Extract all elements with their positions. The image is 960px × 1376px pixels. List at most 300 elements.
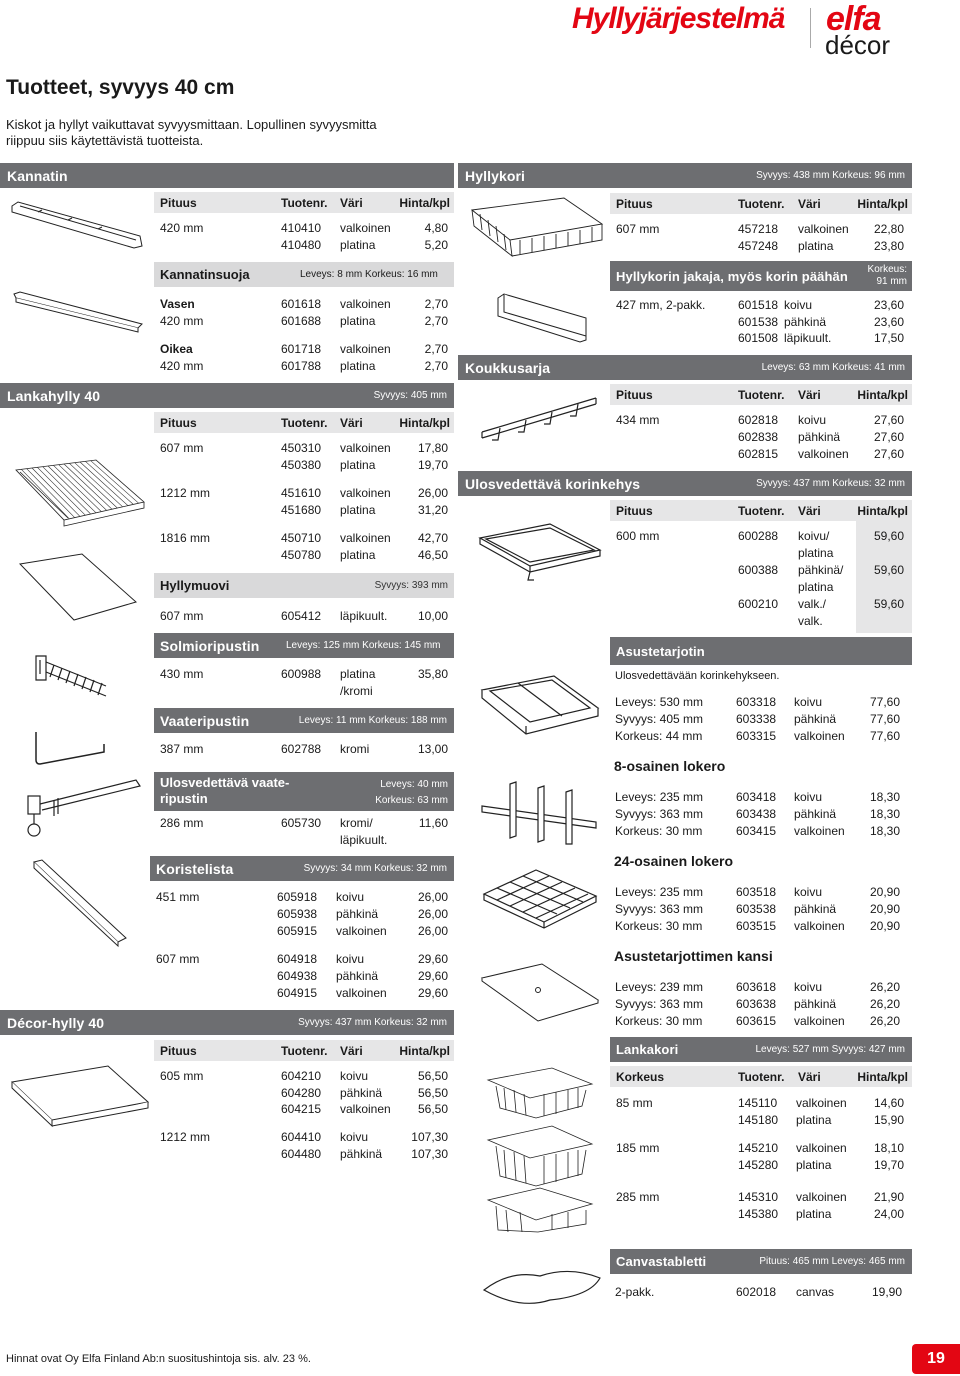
cell-price: 13,00: [417, 742, 448, 756]
cell-price: 29,60: [417, 969, 448, 983]
table-row: [154, 1069, 448, 1086]
cell-color: valkoinen: [796, 1190, 847, 1204]
cell-color: pähkinä: [340, 1086, 383, 1100]
cell-dimension: Syvyys: 363 mm: [615, 807, 704, 821]
table-row: [610, 712, 904, 729]
cell-color: canvas: [796, 1285, 835, 1299]
cell-code: 601688: [281, 314, 322, 328]
col-code: Tuotenr.: [281, 196, 328, 210]
cell-code: 604210: [281, 1069, 322, 1083]
table-row: [610, 447, 904, 464]
korinkehys-frame-illustration: [476, 520, 604, 584]
lankahylly-column-header: [154, 412, 454, 433]
cell-price: 4,80: [424, 221, 448, 235]
col-length: Pituus: [160, 416, 197, 430]
table-row: [154, 458, 448, 475]
korinkehys-header: [458, 471, 912, 496]
kannatinsuoja-spec: Leveys: 8 mm Korkeus: 16 mm: [300, 269, 438, 280]
kannatin-header: [0, 163, 454, 188]
col-price: Hinta/kpl: [857, 504, 908, 518]
cell-price: 77,60: [869, 695, 900, 709]
decor-hylly-column-header: [154, 1040, 454, 1061]
brand-divider: [810, 8, 811, 48]
cell-color: läpikuult.: [784, 331, 832, 345]
cell-code: 603518: [736, 885, 777, 899]
cell-color: platina: [796, 1207, 832, 1221]
table-row: [154, 1147, 448, 1164]
brand-title: Hyllyjärjestelmä: [572, 2, 785, 35]
cell-code: 145280: [738, 1158, 779, 1172]
lokero24-grid-illustration: [478, 864, 602, 944]
cell-code: 604215: [281, 1102, 322, 1116]
lankakori-basket-illustration: [482, 1064, 598, 1234]
canvastabletti-illustration: [480, 1256, 604, 1312]
cell-code: 451610: [281, 486, 322, 500]
cell-dimension: Korkeus: 30 mm: [615, 824, 703, 838]
cell-code: 604410: [281, 1130, 322, 1144]
table-row: [154, 314, 448, 331]
cell-code: 600210: [738, 597, 779, 611]
table-row: [610, 1285, 904, 1302]
col-color: Väri: [798, 1070, 821, 1084]
hyllymuovi-header: [154, 573, 454, 598]
cell-height: 185 mm: [616, 1141, 660, 1155]
col-length: Pituus: [616, 197, 653, 211]
uv-title-1: Ulosvedettävä vaate-: [160, 775, 290, 790]
table-row: [610, 597, 904, 614]
wire-line: [85, 461, 133, 504]
col-color: Väri: [798, 504, 821, 518]
canvastabletti-title: Canvastabletti: [616, 1254, 707, 1269]
cell-color: koivu: [336, 952, 365, 966]
cell-color: platina: [340, 458, 376, 472]
cell-color: pähkinä: [784, 315, 827, 329]
col-code: Tuotenr.: [738, 197, 785, 211]
cell-code: 604480: [281, 1147, 322, 1161]
cell-color: pähkinä: [336, 907, 379, 921]
table-row: [610, 331, 904, 348]
lankakori-column-header: [610, 1066, 912, 1087]
table-row: [610, 1014, 904, 1031]
table-row: [154, 238, 448, 255]
lankakori-header: [610, 1037, 912, 1062]
cell-price: 22,80: [873, 222, 904, 236]
table-row: [610, 298, 904, 315]
wire-line: [16, 470, 64, 520]
page-number-text: 19: [927, 1350, 945, 1367]
uv-spec-1: Leveys: 40 mm: [380, 779, 448, 790]
cell-code: 145310: [738, 1190, 779, 1204]
wire-line: [91, 461, 139, 504]
table-row: [150, 986, 448, 1003]
cell-color: valkoinen: [340, 531, 391, 545]
cell-code: 145210: [738, 1141, 779, 1155]
table-row: [150, 907, 448, 924]
cell-price: 59,60: [873, 597, 904, 611]
hyllymuovi-title: Hyllymuovi: [160, 578, 230, 593]
cell-color: platina: [796, 1158, 832, 1172]
cell-length: 434 mm: [616, 413, 660, 427]
cell-price: 26,00: [417, 486, 448, 500]
cell-color: valkoinen: [794, 729, 845, 743]
table-row: [610, 1141, 904, 1158]
cell-price: 18,10: [873, 1141, 904, 1155]
cell-length: 451 mm: [156, 890, 200, 904]
table-row: [154, 1086, 448, 1103]
cell-length: 607 mm: [616, 222, 660, 236]
wire-line: [80, 462, 128, 506]
decor-logo: décor: [825, 30, 891, 60]
vaateripustin-spec: Leveys: 11 mm Korkeus: 188 mm: [298, 715, 447, 726]
cell-code: 604918: [277, 952, 318, 966]
cell-color: /kromi: [340, 684, 373, 698]
table-row: [610, 824, 904, 841]
cell-color: läpikuult.: [340, 833, 388, 847]
cell-code: 600388: [738, 563, 779, 577]
cell-code: 603615: [736, 1014, 777, 1028]
cell-code: 601508: [738, 331, 779, 345]
jakaja-spec-2: 91 mm: [876, 276, 907, 287]
cell-code: 457218: [738, 222, 779, 236]
korinkehys-title: Ulosvedettävä korinkehys: [465, 475, 641, 492]
cell-length: 420 mm: [160, 359, 204, 373]
cell-height: 285 mm: [616, 1190, 660, 1204]
cell-color: kromi/: [340, 816, 373, 830]
cell-color: koivu: [784, 298, 813, 312]
solmioripustin-header: [154, 633, 454, 658]
lankakori-spec: Leveys: 527 mm Syvyys: 427 mm: [755, 1044, 905, 1055]
col-height: Korkeus: [616, 1070, 665, 1084]
ulosvedettava-vaateripustin-illustration: [24, 776, 144, 842]
cell-color: pähkinä: [798, 430, 841, 444]
table-row: [154, 816, 448, 833]
cell-code: 457248: [738, 239, 779, 253]
wire-line: [43, 467, 91, 514]
kannatinsuoja-illustration: [8, 290, 148, 335]
cell-dimension: Korkeus: 30 mm: [615, 919, 703, 933]
cell-price: 20,90: [869, 885, 900, 899]
asustetarjotin-note: Ulosvedettävään korinkehykseen.: [615, 670, 780, 682]
table-row: [610, 1207, 904, 1224]
cell-color: koivu: [340, 1069, 369, 1083]
cell-color: pähkinä: [794, 902, 837, 916]
cell-price: 5,20: [424, 238, 448, 252]
cell-color: valkoinen: [798, 447, 849, 461]
footer-note: Hinnat ovat Oy Elfa Finland Ab:n suositushintoja sis. alv. 23 %.: [6, 1353, 311, 1365]
cell-code: 605915: [277, 924, 318, 938]
lankahylly-wire-shelf-illustration: [12, 458, 148, 528]
cell-length: 1816 mm: [160, 531, 211, 545]
col-code: Tuotenr.: [281, 1044, 328, 1058]
table-row: [154, 441, 448, 458]
col-length: Pituus: [616, 388, 653, 402]
cell-price: 107,30: [411, 1147, 448, 1161]
cell-color: koivu: [794, 790, 823, 804]
wire-line: [32, 468, 80, 516]
cell-price: 26,00: [417, 907, 448, 921]
cell-code: 605918: [277, 890, 318, 904]
cell-price: 21,90: [873, 1190, 904, 1204]
table-row: [154, 684, 448, 701]
cell-length: 420 mm: [160, 314, 204, 328]
cell-code: 602818: [738, 413, 779, 427]
wire-line: [75, 463, 123, 507]
cell-code: 603315: [736, 729, 777, 743]
jakaja-title: Hyllykorin jakaja, myös korin päähän: [616, 268, 848, 284]
cell-price: 24,00: [873, 1207, 904, 1221]
koukkusarja-title: Koukkusarja: [465, 359, 551, 376]
cell-price: 18,30: [869, 824, 900, 838]
col-length: Pituus: [160, 1044, 197, 1058]
table-row: [610, 1113, 904, 1130]
cell-length: 600 mm: [616, 529, 660, 543]
cell-code: 601618: [281, 297, 322, 311]
korinkehys-spec: Syvyys: 437 mm Korkeus: 32 mm: [756, 478, 905, 489]
cell-price: 27,60: [873, 413, 904, 427]
cell-code: 603318: [736, 695, 777, 709]
decor-hylly-spec: Syvyys: 437 mm Korkeus: 32 mm: [298, 1017, 447, 1028]
col-color: Väri: [798, 197, 821, 211]
cell-color: valkoinen: [794, 1014, 845, 1028]
cell-code: 450310: [281, 441, 322, 455]
cell-color: platina: [340, 667, 376, 681]
cell-dimension: Korkeus: 44 mm: [615, 729, 703, 743]
lankakori-title: Lankakori: [616, 1042, 679, 1057]
cell-length: Vasen: [160, 297, 195, 311]
koristelista-illustration: [30, 858, 130, 948]
cell-code: 603338: [736, 712, 777, 726]
cell-color: pähkinä: [794, 712, 837, 726]
col-price: Hinta/kpl: [399, 416, 450, 430]
cell-code: 603418: [736, 790, 777, 804]
table-row: [610, 529, 904, 546]
cell-length: 607 mm: [156, 952, 200, 966]
cell-dimension: Syvyys: 363 mm: [615, 997, 704, 1011]
cell-color: platina: [340, 503, 376, 517]
cell-code: 604915: [277, 986, 318, 1000]
cell-code: 410480: [281, 238, 322, 252]
hyllykori-spec: Syvyys: 438 mm Korkeus: 96 mm: [756, 170, 905, 181]
wire-line: [64, 464, 112, 509]
cell-price: 46,50: [417, 548, 448, 562]
col-code: Tuotenr.: [738, 504, 785, 518]
cell-code: 410410: [281, 221, 322, 235]
cell-height: 85 mm: [616, 1096, 653, 1110]
col-code: Tuotenr.: [738, 388, 785, 402]
cell-color: koivu: [794, 885, 823, 899]
cell-color: koivu: [794, 695, 823, 709]
page-heading: Tuotteet, syvyys 40 cm: [6, 76, 235, 99]
cell-code: 602018: [736, 1285, 777, 1299]
cell-length: 1212 mm: [160, 1130, 211, 1144]
cell-price: 35,80: [417, 667, 448, 681]
kannatinsuoja-header: [154, 262, 454, 287]
cell-price: 27,60: [873, 447, 904, 461]
solmioripustin-spec: Leveys: 125 mm Korkeus: 145 mm: [286, 640, 441, 651]
cell-code: 605938: [277, 907, 318, 921]
table-row: [154, 503, 448, 520]
cell-price: 29,60: [417, 986, 448, 1000]
cell-length: Oikea: [160, 342, 193, 356]
cell-price: 18,30: [869, 790, 900, 804]
cell-code: 603618: [736, 980, 777, 994]
cell-price: 77,60: [869, 729, 900, 743]
cell-length: 427 mm, 2-pakk.: [616, 298, 706, 312]
table-row: [154, 667, 448, 684]
kannatinsuoja-title: Kannatinsuoja: [160, 267, 250, 282]
jakaja-spec-1: Korkeus:: [867, 264, 907, 275]
cell-code: 145180: [738, 1113, 779, 1127]
lankahylly-spec: Syvyys: 405 mm: [373, 390, 447, 401]
table-row: [150, 952, 448, 969]
cell-color: valkoinen: [340, 441, 391, 455]
table-row: [610, 614, 904, 631]
cell-price: 31,20: [417, 503, 448, 517]
cell-code: 600988: [281, 667, 322, 681]
cell-color: valk./: [798, 597, 827, 611]
table-row: [154, 297, 448, 314]
vaateripustin-header: [154, 708, 454, 733]
kansi-lid-illustration: [478, 960, 602, 1030]
cell-code: 604938: [277, 969, 318, 983]
wire-line: [53, 465, 101, 511]
cell-price: 17,50: [873, 331, 904, 345]
cell-length: 430 mm: [160, 667, 204, 681]
table-row: [610, 902, 904, 919]
cell-length: 1212 mm: [160, 486, 211, 500]
wire-line: [21, 469, 69, 518]
cell-code: 603438: [736, 807, 777, 821]
cell-code: 600288: [738, 529, 779, 543]
cell-dimension: Leveys: 530 mm: [615, 695, 704, 709]
cell-price: 23,60: [873, 298, 904, 312]
wire-line: [59, 465, 107, 511]
table-row: [154, 1102, 448, 1119]
col-price: Hinta/kpl: [857, 388, 908, 402]
cell-code: 604280: [281, 1086, 322, 1100]
cell-color: koivu/: [798, 529, 830, 543]
col-code: Tuotenr.: [738, 1070, 785, 1084]
canvastabletti-header: [610, 1249, 912, 1274]
cell-price: 2,70: [424, 342, 448, 356]
solmioripustin-illustration: [32, 642, 112, 722]
table-row: [610, 885, 904, 902]
cell-price: 23,80: [873, 239, 904, 253]
cell-color: valkoinen: [340, 1102, 391, 1116]
lokero24-title: 24-osainen lokero: [614, 853, 734, 869]
col-length: Pituus: [616, 504, 653, 518]
cell-code: 605730: [281, 816, 322, 830]
cell-color: koivu: [340, 1130, 369, 1144]
jakaja-header: [610, 261, 912, 291]
cell-price: 26,20: [869, 980, 900, 994]
wire-line: [37, 467, 85, 515]
canvastabletti-spec: Pituus: 465 mm Leveys: 465 mm: [759, 1256, 905, 1267]
cell-color: platina: [340, 238, 376, 252]
uv-spec-2: Korkeus: 63 mm: [375, 795, 448, 806]
intro-line-2: riippuu siis käytettävistä tuotteista.: [6, 133, 204, 148]
cell-color: läpikuult.: [340, 609, 388, 623]
table-row: [154, 609, 448, 626]
table-row: [610, 239, 904, 256]
table-row: [150, 890, 448, 907]
col-color: Väri: [798, 388, 821, 402]
elfa-logo: elfa: [826, 0, 881, 38]
cell-color: valkoinen: [336, 986, 387, 1000]
cell-code: 603415: [736, 824, 777, 838]
cell-price: 26,00: [417, 924, 448, 938]
kannatin-title: Kannatin: [7, 167, 68, 184]
cell-dimension: Leveys: 235 mm: [615, 885, 704, 899]
cell-code: 602788: [281, 742, 322, 756]
jakaja-divider-illustration: [492, 292, 592, 344]
cell-code: 605412: [281, 609, 322, 623]
cell-price: 2,70: [424, 297, 448, 311]
cell-price: 20,90: [869, 919, 900, 933]
cell-color: pähkinä: [336, 969, 379, 983]
cell-color: valkoinen: [796, 1141, 847, 1155]
hyllykori-basket-illustration: [468, 196, 606, 260]
cell-color: platina: [798, 546, 834, 560]
table-row: [154, 833, 448, 850]
cell-color: platina: [340, 359, 376, 373]
table-row: [150, 924, 448, 941]
table-row: [610, 222, 904, 239]
table-row: [154, 548, 448, 565]
decor-hylly-title: Décor-hylly 40: [7, 1014, 105, 1031]
cell-code: 450380: [281, 458, 322, 472]
table-row: [150, 969, 448, 986]
cell-color: platina: [798, 580, 834, 594]
cell-code: 601788: [281, 359, 322, 373]
cell-code: 145380: [738, 1207, 779, 1221]
cell-color: valkoinen: [340, 486, 391, 500]
cell-color: valk.: [798, 614, 823, 628]
wire-line: [27, 469, 75, 518]
cell-price: 19,70: [417, 458, 448, 472]
page-number: [912, 1344, 960, 1374]
cell-color: platina: [340, 548, 376, 562]
cell-price: 42,70: [417, 531, 448, 545]
cell-length: 387 mm: [160, 742, 204, 756]
cell-code: 450710: [281, 531, 322, 545]
ulosvedettava-vaateripustin-header: [154, 772, 454, 811]
lankahylly-header: [0, 383, 454, 408]
cell-color: kromi: [340, 742, 370, 756]
korinkehys-column-header: [610, 500, 912, 521]
table-row: [154, 742, 448, 759]
table-row: [154, 342, 448, 359]
table-row: [610, 790, 904, 807]
lokero8-divider-illustration: [476, 776, 600, 846]
cell-price: 26,20: [869, 997, 900, 1011]
asustetarjotin-title: Asustetarjotin: [616, 643, 705, 659]
table-row: [154, 486, 448, 503]
asustetarjotin-tray-illustration: [478, 674, 602, 744]
solmioripustin-title: Solmioripustin: [160, 637, 260, 654]
cell-code: 602815: [738, 447, 779, 461]
cell-length: 605 mm: [160, 1069, 204, 1083]
cell-price: 19,70: [873, 1158, 904, 1172]
decor-hylly-header: [0, 1010, 454, 1035]
vaateripustin-title: Vaateripustin: [160, 712, 250, 729]
cell-price: 2,70: [424, 359, 448, 373]
col-length: Pituus: [160, 196, 197, 210]
cell-price: 26,20: [869, 1014, 900, 1028]
cell-price: 20,90: [869, 902, 900, 916]
table-row: [610, 695, 904, 712]
cell-color: platina: [798, 239, 834, 253]
